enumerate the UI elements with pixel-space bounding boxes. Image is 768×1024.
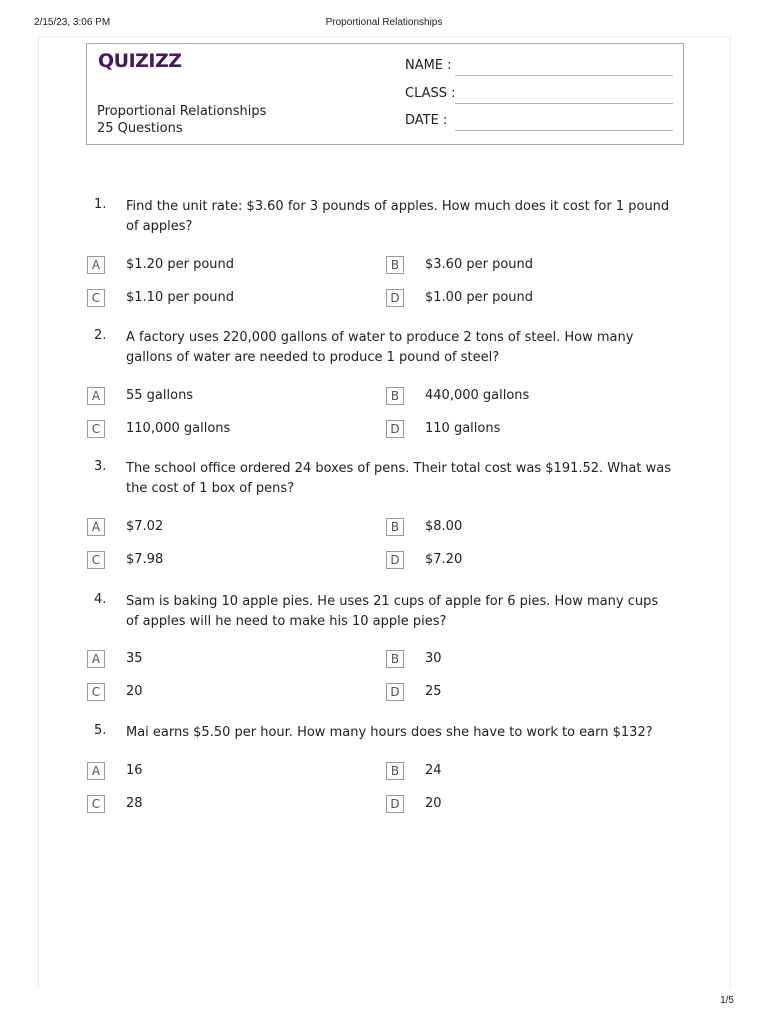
question-number: 2. [94,328,107,343]
option-letter: B [386,256,404,274]
option-letter: D [386,683,404,701]
worksheet-header [86,43,684,145]
option-letter: B [386,650,404,668]
option-text: $1.00 per pound [425,290,534,305]
option-text: $3.60 per pound [425,257,534,272]
option-text: 440,000 gallons [425,388,530,403]
option-letter: A [87,762,105,780]
question-text: A factory uses 220,000 gallons of water to produce 2 tons of steel. How many gallons of water are needed to produce 1 pound of steel? [126,330,634,365]
question-number: 5. [94,723,107,738]
option-letter: C [87,551,105,569]
print-header [0,17,768,31]
option-text: $1.10 per pound [126,290,235,305]
print-timestamp: 2/15/23, 3:06 PM [34,17,111,28]
option-letter: A [87,256,105,274]
option-letter: C [87,289,105,307]
option-letter: D [386,551,404,569]
question-number: 1. [94,197,107,212]
option-text: 110,000 gallons [126,421,231,436]
quizizz-logo: QUIZIZZ [98,50,182,72]
option-text: 20 [425,796,442,811]
date-label: DATE : [405,113,448,128]
class-label: CLASS : [405,86,456,101]
option-letter: D [386,289,404,307]
page-frame [38,36,731,988]
option-letter: C [87,683,105,701]
question-text: The school office ordered 24 boxes of pens. Their total cost was $191.52. What was the cost of 1 box of pens? [126,461,671,496]
option-text: 28 [126,796,143,811]
option-text: 25 [425,684,442,699]
option-letter: D [386,420,404,438]
question-count: 25 Questions [97,121,183,136]
option-text: $8.00 [425,519,463,534]
option-letter: B [386,762,404,780]
option-letter: D [386,795,404,813]
option-text: $1.20 per pound [126,257,235,272]
question-text: Find the unit rate: $3.60 for 3 pounds of apples. How much does it cost for 1 pound of apples? [126,199,670,234]
quiz-title: Proportional Relationships [97,104,267,119]
option-text: 55 gallons [126,388,194,403]
name-line [455,75,673,76]
option-letter: C [87,420,105,438]
date-line [455,130,673,131]
option-letter: C [87,795,105,813]
question-number: 3. [94,459,107,474]
option-letter: A [87,387,105,405]
option-letter: B [386,387,404,405]
question-text: Mai earns $5.50 per hour. How many hours does she have to work to earn $132? [126,725,653,740]
question-text: Sam is baking 10 apple pies. He uses 21 cups of apple for 6 pies. How many cups of apples will he need to make his 10 apple pies? [126,594,659,629]
option-letter: A [87,518,105,536]
option-text: 30 [425,651,442,666]
option-letter: B [386,518,404,536]
class-line [455,103,673,104]
option-text: 20 [126,684,143,699]
question-number: 4. [94,592,107,607]
option-text: $7.02 [126,519,164,534]
option-letter: A [87,650,105,668]
option-text: 110 gallons [425,421,501,436]
print-title: Proportional Relationships [325,17,443,28]
option-text: 16 [126,763,143,778]
option-text: $7.98 [126,552,164,567]
name-label: NAME : [405,58,452,73]
option-text: 35 [126,651,143,666]
option-text: 24 [425,763,442,778]
page-number: 1/5 [720,995,734,1006]
option-text: $7.20 [425,552,463,567]
